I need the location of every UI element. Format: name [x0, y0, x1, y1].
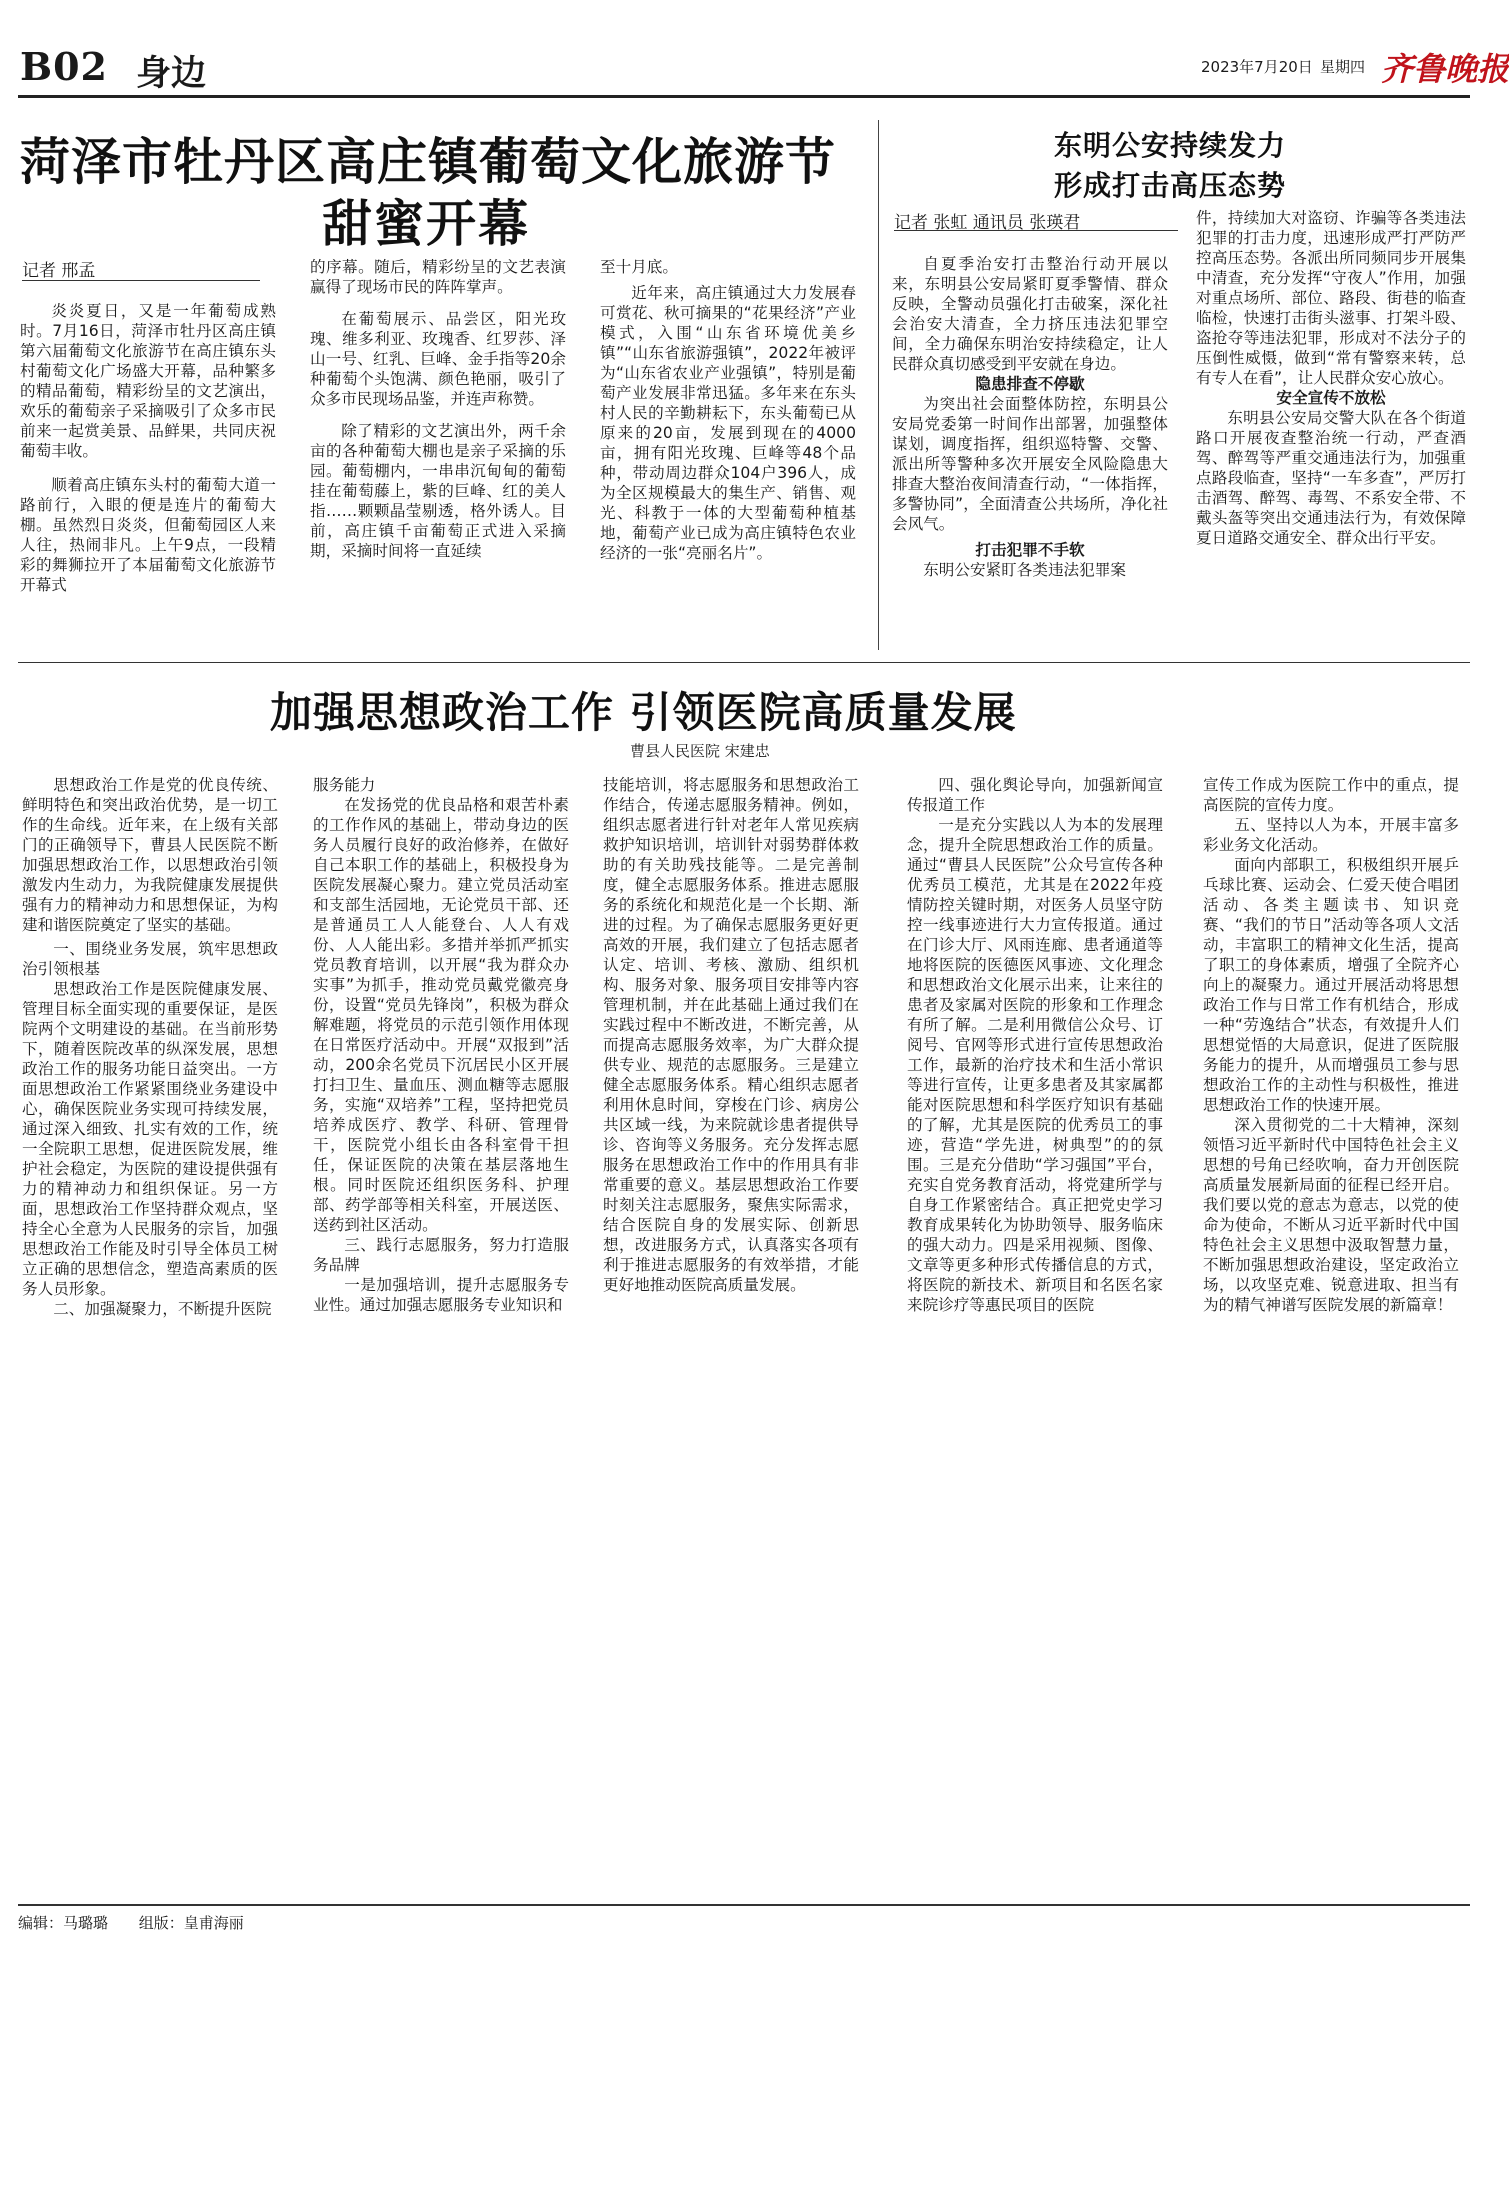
paragraph: 除了精彩的文艺演出外，两千余亩的各种葡萄大棚也是亲子采摘的乐园。葡萄棚内，一串串沉甸甸的葡萄挂在葡萄藤上，紫的巨峰、红的美人指……颗颗晶莹剔透，格外诱人。目前，高庄镇千亩葡萄正式进入采摘期，采摘时间将一直延续 [310, 422, 566, 560]
article1-title-line2: 甜蜜开幕 [322, 194, 530, 253]
article2-column-2 [1196, 208, 1466, 650]
paragraph: 东明县公安局交警大队在各个街道路口开展夜查整治统一行动，严查酒驾、醉驾等严重交通违法行为，加强重点路段临查，坚持“一车多查”，严厉打击酒驾、醉驾、毒驾、不系安全带、不戴头盔等突出交通违法行为，有效保障夏日道路交通安全、群众出行平安。 [1196, 409, 1466, 547]
article1-column-2 [310, 257, 566, 647]
paragraph: 一是充分实践以人为本的发展理念，提升全院思想政治工作的质量。通过“曹县人民医院”公众号宣传各种优秀员工模范，尤其是在2022年疫情防控关键时期，对医务人员坚守防控一线事迹进行大力宣传报道。通过在门诊大厅、风雨连廊、患者通道等地将医院的医德医风事迹、文化理念和思想政治文化展示出来，让来往的患者及家属对医院的形象和工作理念有所了解。二是利用微信公众号、订阅号、官网等形式进行宣传思想政治工作，最新的治疗技术和生活小常识等进行宣传，让更多患者及其家属都能对医院思想和科学医疗知识有基础的了解，尤其是医院的优秀员工的事迹，营造“学先进，树典型”的的氛围。三是充分借助“学习强国”平台，充实自党务教育活动，将党建所学与自身工作紧密结合。真正把党史学习教育成果转化为协助领导、服务临床的强大动力。四是采用视频、图像、文章等更多种形式传播信息的方式，将医院的新技术、新项目和名医名家来院诊疗等惠民项目的医院 [907, 816, 1163, 1314]
article1-column-1 [20, 301, 276, 647]
page-header [18, 40, 1509, 98]
issue-weekday: 星期四 [1320, 58, 1366, 76]
article3-column-4 [907, 775, 1163, 1895]
subheading: 打击犯罪不手软 [975, 541, 1085, 559]
paragraph: 至十月底。 [600, 258, 678, 276]
paragraph: 在发扬党的优良品格和艰苦朴素的工作作风的基础上，带动身边的医务人员履行良好的政治修养，在做好自己本职工作的基础上，积极投身为医院发展凝心聚力。建立党员活动室和支部生活园地，无论党员干部、还是普通员工人人能登台、人人有戏份、人人能出彩。多措并举抓严抓实党员教育培训，以开展“我为群众办实事”为抓手，推动党员戴党徽亮身份，设置“党员先锋岗”，积极为群众解难题，将党员的示范引领作用体现在日常医疗活动中。开展“双报到”活动，200余名党员下沉居民小区开展打扫卫生、量血压、测血糖等志愿服务，实施“双培养”工程，坚持把党员培养成医疗、教学、科研、管理骨干，医院党小组长由各科室骨干担任，保证医院的决策在基层落地生根。同时医院还组织医务科、护理部、药学部等相关科室，开展送医、送药到社区活动。 [313, 796, 569, 1234]
page-number: B02 [20, 44, 108, 89]
editor-credit: 编辑：马璐璐 [18, 1914, 109, 1932]
section-heading: 一、围绕业务发展，筑牢思想政治引领根基 [22, 940, 278, 978]
article2-title-line1: 东明公安持续发力 [1054, 129, 1287, 162]
newspaper-logo: 齐鲁晚报 [1381, 50, 1509, 88]
article1-byline: 记者 邢孟 [22, 261, 96, 281]
article2-title-line2: 形成打击高压态势 [1054, 169, 1287, 202]
article3-title: 加强思想政治工作 引领医院高质量发展 [270, 688, 1017, 737]
article1-byline-rule [22, 280, 260, 281]
paragraph: 近年来，高庄镇通过大力发展春可赏花、秋可摘果的“花果经济”产业模式，入围“山东省环境优美乡镇”“山东省旅游强镇”，2022年被评为“山东省农业产业强镇”，特别是葡萄产业发展非常迅猛。多年来在东头村人民的辛勤耕耘下，东头葡萄已从原来的20亩，发展到现在的4000亩，拥有阳光玫瑰、巨峰等48个品种，带动周边群众104户396人，成为全区规模最大的集生产、销售、观光、科教于一体的大型葡萄种植基地，葡萄产业已成为高庄镇特色农业经济的一张“亮丽名片”。 [600, 284, 856, 562]
page-footer [18, 1904, 1470, 1933]
article1-column-3 [600, 257, 856, 647]
paragraph: 技能培训，将志愿服务和思想政治工作结合，传递志愿服务精神。例如，组织志愿者进行针对老年人常见疾病救护知识培训，培训针对弱势群体救助的有关助残技能等。二是完善制度，健全志愿服务体系。推进志愿服务的系统化和规范化是一个长期、渐进的过程。为了确保志愿服务更好更高效的开展，我们建立了包括志愿者认定、培训、考核、激励、组织机构、服务对象、服务项目安排等内容管理机制，并在此基础上通过我们在实践过程中不断改进，不断完善，从而提高志愿服务效率，为广大群众提供专业、规范的志愿服务。三是建立健全志愿服务体系。精心组织志愿者利用休息时间，穿梭在门诊、病房公共区域一线，为来院就诊患者提供导诊、咨询等义务服务。充分发挥志愿服务在思想政治工作中的作用具有非常重要的意义。基层思想政治工作要时刻关注志愿服务，聚焦实际需求，结合医院自身的发展实际、创新思想，改进服务方式，认真落实各项有利于推进志愿服务的有效举措，才能更好地推动医院高质量发展。 [603, 776, 859, 1294]
paragraph: 件，持续加大对盗窃、诈骗等各类违法犯罪的打击力度，迅速形成严打严防严控高压态势。各派出所同频同步开展集中清查，充分发挥“守夜人”作用，加强对重点场所、部位、路段、街巷的临查临检，快速打击街头滋事、打架斗殴、盗抢夺等违法犯罪，形成对不法分子的压倒性威慑，做到“常有警察来转，总有专人在看”，让人民群众安心放心。 [1196, 209, 1466, 387]
section-heading: 五、坚持以人为本，开展丰富多彩业务文化活动。 [1203, 816, 1459, 854]
paragraph: 炎炎夏日，又是一年葡萄成熟时。7月16日，菏泽市牡丹区高庄镇第六届葡萄文化旅游节在高庄镇东头村葡萄文化广场盛大开幕，品种繁多的精品葡萄，精彩纷呈的文艺演出，欢乐的葡萄亲子采摘吸引了众多市民前来一起赏美景、品鲜果，共同庆祝葡萄丰收。 [20, 302, 276, 460]
paragraph: 顺着高庄镇东头村的葡萄大道一路前行，入眼的便是连片的葡萄大棚。虽然烈日炎炎，但葡萄园区人来人往，热闹非凡。上午9点，一段精彩的舞狮拉开了本届葡萄文化旅游节开幕式 [20, 476, 276, 594]
paragraph: 思想政治工作是党的优良传统、鲜明特色和突出政治优势，是一切工作的生命线。近年来，在上级有关部门的正确领导下，曹县人民医院不断加强思想政治工作，以思想政治引领激发内生动力，为我院健康发展提供强有力的精神动力和思想保证，为构建和谐医院奠定了坚实的基础。 [22, 776, 278, 934]
article2-byline: 记者 张虹 通讯员 张瑛君 [894, 213, 1081, 233]
paragraph: 为突出社会面整体防控，东明县公安局党委第一时间作出部署，加强整体谋划，调度指挥，组织巡特警、交警、派出所等警种多次开展安全风险隐患大排查大整治夜间清查行动，“一体指挥，多警协同”，全面清查公共场所，净化社会风气。 [892, 395, 1168, 533]
section-heading: 四、强化舆论导向，加强新闻宣传报道工作 [907, 776, 1163, 814]
paragraph: 自夏季治安打击整治行动开展以来，东明县公安局紧盯夏季警情、群众反映，全警动员强化打击破案，深化社会治安大清查，全力挤压违法犯罪空间，全力确保东明治安持续稳定，让人民群众真切感受到平安就在身边。 [892, 255, 1168, 373]
subheading: 隐患排查不停歇 [975, 375, 1085, 393]
article3-column-2 [313, 775, 569, 1895]
paragraph: 思想政治工作是医院健康发展、管理目标全面实现的重要保证，是医院两个文明建设的基础。在当前形势下，随着医院改革的纵深发展，思想政治工作的服务功能日益突出。一方面思想政治工作紧紧围绕业务建设中心，确保医院业务实现可持续发展，通过深入细致、扎实有效的工作，统一全院职工思想，促进医院发展，维护社会稳定，为医院的建设提供强有力的精神动力和组织保证。另一方面，思想政治工作坚持群众观点，坚持全心全意为人民服务的宗旨，加强思想政治工作能及时引导全体员工树立正确的思想信念，塑造高素质的医务人员形象。 [22, 980, 278, 1298]
layout-credit: 组版：皇甫海丽 [138, 1914, 244, 1932]
paragraph: 东明公安紧盯各类违法犯罪案 [923, 561, 1126, 579]
paragraph: 宣传工作成为医院工作中的重点，提高医院的宣传力度。 [1203, 776, 1459, 814]
paragraph: 服务能力 [313, 776, 376, 794]
section-heading: 三、践行志愿服务，努力打造服务品牌 [313, 1236, 569, 1274]
paragraph: 一是加强培训，提升志愿服务专业性。通过加强志愿服务专业知识和 [313, 1276, 569, 1314]
article2-byline-rule [894, 230, 1178, 231]
issue-date: 2023年7月20日 [1201, 58, 1313, 76]
paragraph: 在葡萄展示、品尝区，阳光玫瑰、维多利亚、玫瑰香、红罗莎、泽山一号、红乳、巨峰、金手指等20余种葡萄个头饱满、颜色艳丽，吸引了众多市民现场品鉴，并连声称赞。 [310, 310, 566, 408]
article3-column-3 [603, 775, 859, 1895]
section-name: 身边 [136, 53, 207, 94]
article3-byline: 曹县人民医院 宋建忠 [630, 742, 770, 760]
section-divider [18, 662, 1470, 663]
article3-column-1 [22, 775, 278, 1895]
section-heading: 二、加强凝聚力，不断提升医院 [53, 1300, 272, 1318]
paragraph: 面向内部职工，积极组织开展乒乓球比赛、运动会、仁爱天使合唱团活动、各类主题读书、知识竞赛、“我们的节日”活动等各项人文活动，丰富职工的精神文化生活，提高了职工的身体素质，增强了全院齐心向上的凝聚力。通过开展活动将思想政治工作与日常工作有机结合，形成一种“劳逸结合”状态，有效提升人们思想觉悟的大局意识，促进了医院服务能力的提升，从而增强员工参与思想政治工作的主动性与积极性，推进思想政治工作的快速开展。 [1203, 856, 1459, 1114]
article2-column-1 [892, 254, 1168, 650]
column-divider [878, 120, 879, 650]
article3-column-5 [1203, 775, 1459, 1895]
paragraph: 深入贯彻党的二十大精神，深刻领悟习近平新时代中国特色社会主义思想的号角已经吹响，奋力开创医院高质量发展新局面的征程已经开启。我们要以党的意志为意志，以党的使命为使命，不断从习近平新时代中国特色社会主义思想中汲取智慧力量，不断加强思想政治建设，坚定政治立场，以攻坚克难、锐意进取、担当有为的精气神谱写医院发展的新篇章！ [1203, 1116, 1459, 1314]
article1-title-line1: 菏泽市牡丹区高庄镇葡萄文化旅游节 [20, 132, 836, 191]
subheading: 安全宣传不放松 [1276, 389, 1386, 407]
paragraph: 的序幕。随后，精彩纷呈的文艺表演赢得了现场市民的阵阵掌声。 [310, 258, 566, 296]
